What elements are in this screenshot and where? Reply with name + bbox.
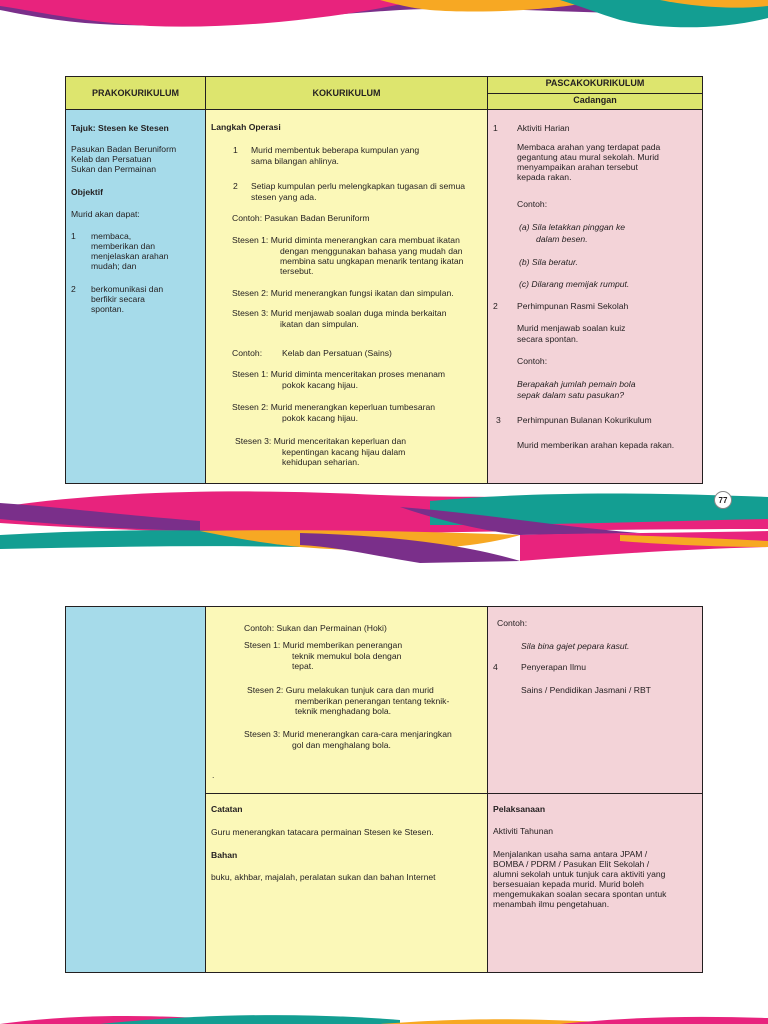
stesen-line: teknik menghadang bola. bbox=[295, 706, 392, 716]
header-kokurikulum bbox=[205, 76, 488, 110]
stesen-line: ikatan dan simpulan. bbox=[280, 319, 359, 329]
stesen-line: Stesen 3: Murid menerangkan cara-cara menjaringkan bbox=[244, 729, 452, 739]
para-line: gegantung atau mural sekolah. Murid bbox=[517, 152, 659, 162]
header-prakokurikulum-label: PRAKOKURIKULUM bbox=[92, 88, 179, 98]
bottom-col-kokurikulum-upper bbox=[205, 606, 488, 794]
header-cadangan-label: Cadangan bbox=[573, 95, 617, 105]
item: Kelab dan Persatuan bbox=[71, 154, 152, 164]
contoh-line: Contoh: bbox=[232, 348, 263, 358]
stesen-line: kehidupan seharian. bbox=[282, 457, 360, 467]
stesen-line: membina satu ungkapan menarik tentang ikatan bbox=[280, 256, 464, 266]
activity-title: Perhimpunan Rasmi Sekolah bbox=[517, 301, 629, 311]
para-line: Murid menjawab soalan kuiz bbox=[517, 323, 626, 333]
step-line: Setiap kumpulan perlu melengkapkan tugasan di semua bbox=[251, 181, 466, 191]
stesen-line: Stesen 1: Murid diminta menerangkan cara membuat ikatan bbox=[232, 235, 460, 245]
contoh-line: Contoh: bbox=[517, 199, 548, 209]
list-number: 2 bbox=[71, 284, 76, 294]
bottom-col-pascakokurikulum-lower bbox=[487, 793, 703, 973]
list-number: 4 bbox=[493, 662, 498, 672]
example-line: (c) Dilarang memijak rumput. bbox=[519, 279, 630, 289]
contoh-line: Contoh: Pasukan Badan Beruniform bbox=[232, 213, 370, 223]
bottom-col-prakokurikulum bbox=[65, 606, 206, 973]
contoh-line: Contoh: Sukan dan Permainan (Hoki) bbox=[244, 623, 387, 633]
stesen-line: Stesen 1: Murid memberikan penerangan bbox=[244, 640, 403, 650]
activity-title: Penyerapan Ilmu bbox=[521, 662, 586, 672]
catatan-heading: Catatan bbox=[211, 804, 243, 814]
top-ribbon-decoration bbox=[0, 0, 768, 40]
stesen-line: kepentingan kacang hijau dalam bbox=[282, 447, 406, 457]
stesen-line: Stesen 2: Murid menerangkan keperluan tumbesaran bbox=[232, 402, 436, 412]
stesen-line: Stesen 3: Murid menjawab soalan duga minda berkaitan bbox=[232, 308, 447, 318]
list-number: 2 bbox=[233, 181, 238, 191]
header-pascakokurikulum bbox=[487, 76, 703, 110]
stesen-line: gol dan menghalang bola. bbox=[292, 740, 391, 750]
para-line: mengemukakan soalan secara spontan untuk bbox=[493, 889, 667, 899]
example-line: Sila bina gajet pepara kasut. bbox=[521, 641, 630, 651]
para-line: kepada rakan. bbox=[517, 172, 572, 182]
catatan-text: Guru menerangkan tatacara permainan Stesen ke Stesen. bbox=[211, 827, 434, 837]
para-line: menambah ilmu pengetahuan. bbox=[493, 899, 610, 909]
para-line: Membaca arahan yang terdapat pada bbox=[517, 142, 661, 152]
step-line: sama bilangan ahlinya. bbox=[251, 156, 339, 166]
top-col-prakokurikulum bbox=[65, 109, 206, 484]
objective-line: mudah; dan bbox=[91, 261, 137, 271]
tajuk-title: Tajuk: Stesen ke Stesen bbox=[71, 123, 169, 133]
bottom-col-pascakokurikulum-upper bbox=[487, 606, 703, 794]
stesen-line: teknik memukul bola dengan bbox=[292, 651, 402, 661]
list-number: 1 bbox=[233, 145, 238, 155]
middle-ribbon-decoration bbox=[0, 485, 768, 565]
objective-line: menjelaskan arahan bbox=[91, 251, 169, 261]
stesen-line: tepat. bbox=[292, 661, 314, 671]
header-prakokurikulum bbox=[65, 76, 206, 110]
stesen-line: memberikan penerangan tentang teknik- bbox=[295, 696, 450, 706]
objective-line: berfikir secara bbox=[91, 294, 145, 304]
example-line: Berapakah jumlah pemain bola bbox=[517, 379, 636, 389]
bahan-heading: Bahan bbox=[211, 850, 238, 860]
header-kokurikulum-label: KOKURIKULUM bbox=[312, 88, 381, 98]
para-line: Menjalankan usaha sama antara JPAM / bbox=[493, 849, 648, 859]
top-col-pascakokurikulum bbox=[487, 109, 703, 484]
objective-line: memberikan dan bbox=[91, 241, 156, 251]
para-line: secara spontan. bbox=[517, 334, 579, 344]
para-line: alumni sekolah untuk tunjuk cara aktiviti yang bbox=[493, 869, 666, 879]
stray-dot: . bbox=[212, 770, 215, 780]
top-col-kokurikulum bbox=[205, 109, 488, 484]
activity-title: Aktiviti Harian bbox=[517, 123, 570, 133]
contoh-line: Kelab dan Persatuan (Sains) bbox=[282, 348, 392, 358]
bottom-col-kokurikulum-lower bbox=[205, 793, 488, 973]
list-number: 3 bbox=[496, 415, 501, 425]
objective-line: spontan. bbox=[91, 304, 124, 314]
para-line: BOMBA / PDRM / Pasukan Elit Sekolah / bbox=[493, 859, 650, 869]
stesen-line: pokok kacang hijau. bbox=[282, 413, 358, 423]
contoh-line: Contoh: bbox=[517, 356, 548, 366]
bahan-text: buku, akhbar, majalah, peralatan sukan dan bahan Internet bbox=[211, 872, 436, 882]
langkah-operasi-heading: Langkah Operasi bbox=[211, 122, 281, 132]
para-line: bersesuaian kepada murid. Murid boleh bbox=[493, 879, 644, 889]
stesen-line: tersebut. bbox=[280, 266, 314, 276]
example-line: dalam besen. bbox=[536, 234, 588, 244]
para-line: Sains / Pendidikan Jasmani / RBT bbox=[521, 685, 651, 695]
example-line: (b) Sila beratur. bbox=[519, 257, 578, 267]
list-number: 1 bbox=[71, 231, 76, 241]
stesen-line: Stesen 2: Murid menerangkan fungsi ikatan dan simpulan. bbox=[232, 288, 454, 298]
stesen-line: dengan menggunakan bahasa yang mudah dan bbox=[280, 246, 463, 256]
stesen-line: pokok kacang hijau. bbox=[282, 380, 358, 390]
example-line: (a) Sila letakkan pinggan ke bbox=[519, 222, 626, 232]
para-line: menyampaikan arahan tersebut bbox=[517, 162, 638, 172]
objective-line: membaca, bbox=[91, 231, 132, 241]
list-number: 1 bbox=[493, 123, 498, 133]
item: Sukan dan Permainan bbox=[71, 164, 157, 174]
example-line: sepak dalam satu pasukan? bbox=[517, 390, 625, 400]
step-line: stesen yang ada. bbox=[251, 192, 317, 202]
stesen-line: Stesen 3: Murid menceritakan keperluan dan bbox=[235, 436, 407, 446]
aktiviti-tahunan: Aktiviti Tahunan bbox=[493, 826, 554, 836]
stesen-line: Stesen 1: Murid diminta menceritakan proses menanam bbox=[232, 369, 446, 379]
objektif-intro: Murid akan dapat: bbox=[71, 209, 140, 219]
page-number-badge: 77 bbox=[714, 491, 732, 509]
objektif-heading: Objektif bbox=[71, 187, 103, 197]
bottom-ribbon-decoration bbox=[0, 1004, 768, 1024]
activity-title: Perhimpunan Bulanan Kokurikulum bbox=[517, 415, 652, 425]
pelaksanaan-heading: Pelaksanaan bbox=[493, 804, 546, 814]
para-line: Murid memberikan arahan kepada rakan. bbox=[517, 440, 675, 450]
header-pascakokurikulum-label: PASCAKOKURIKULUM bbox=[545, 78, 645, 88]
step-line: Murid membentuk beberapa kumpulan yang bbox=[251, 145, 420, 155]
item: Pasukan Badan Beruniform bbox=[71, 144, 177, 154]
list-number: 2 bbox=[493, 301, 498, 311]
stesen-line: Stesen 2: Guru melakukan tunjuk cara dan murid bbox=[247, 685, 434, 695]
objective-line: berkomunikasi dan bbox=[91, 284, 164, 294]
contoh-line: Contoh: bbox=[497, 618, 528, 628]
